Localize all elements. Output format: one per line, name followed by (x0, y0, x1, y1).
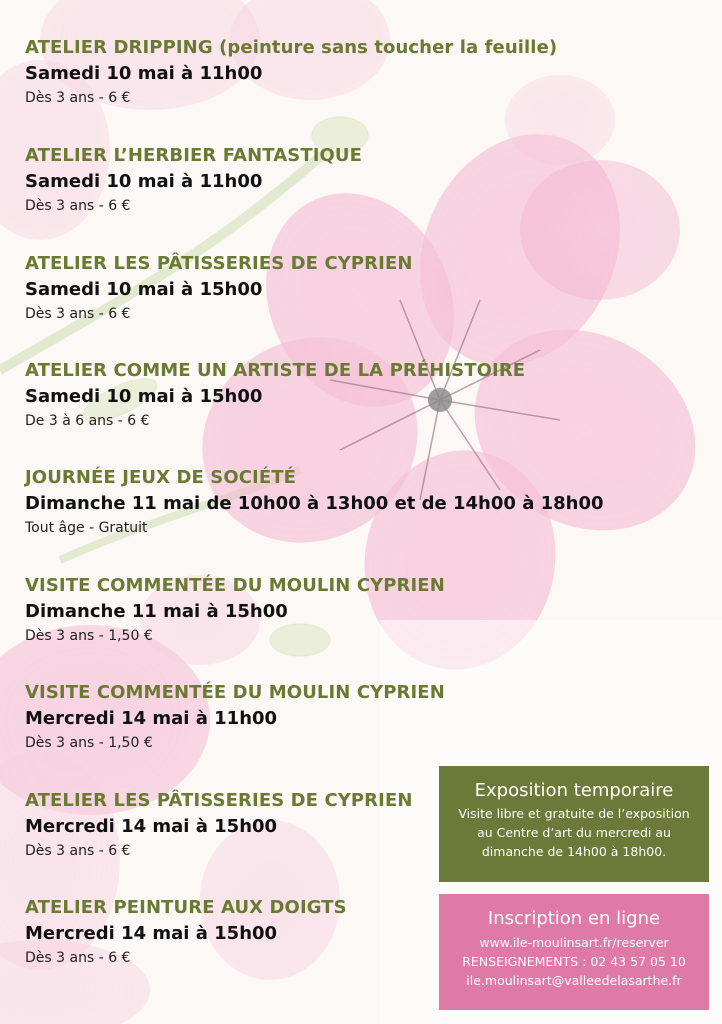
event-1 (25, 37, 557, 107)
event-5 (25, 467, 604, 537)
event-info: Dès 3 ans - 6 € (25, 843, 131, 859)
exposition-title: Exposition temporaire (474, 780, 674, 801)
exposition-line: au Centre d’art du mercredi au (477, 825, 671, 840)
inscription-phone: RENSEIGNEMENTS : 02 43 57 05 10 (462, 954, 686, 969)
event-date: Samedi 10 mai à 11h00 (25, 63, 263, 84)
event-2 (25, 145, 362, 215)
inscription-url-link[interactable]: www.ile-moulinsart.fr/reserver (479, 935, 669, 950)
event-4 (25, 360, 525, 430)
event-date: Samedi 10 mai à 11h00 (25, 171, 263, 192)
event-date: Mercredi 14 mai à 15h00 (25, 923, 278, 944)
event-info: Dès 3 ans - 6 € (25, 950, 131, 966)
event-date: Mercredi 14 mai à 15h00 (25, 816, 278, 837)
event-9 (25, 897, 347, 967)
event-info: Dès 3 ans - 6 € (25, 198, 131, 214)
event-date: Dimanche 11 mai de 10h00 à 13h00 et de 14h00 à 18h00 (25, 493, 604, 514)
event-title: ATELIER PEINTURE AUX DOIGTS (25, 897, 347, 918)
event-date: Samedi 10 mai à 15h00 (25, 279, 263, 300)
event-8 (25, 790, 413, 860)
event-date: Dimanche 11 mai à 15h00 (25, 601, 288, 622)
event-title: ATELIER LES PÂTISSERIES DE CYPRIEN (25, 790, 413, 811)
event-title: ATELIER DRIPPING (peinture sans toucher la feuille) (25, 37, 558, 58)
event-7 (25, 682, 445, 752)
exposition-line: dimanche de 14h00 à 18h00. (481, 844, 667, 859)
event-date: Mercredi 14 mai à 11h00 (25, 708, 278, 729)
event-info: Dès 3 ans - 1,50 € (25, 628, 153, 644)
inscription-box (439, 894, 709, 1010)
event-title: ATELIER L’HERBIER FANTASTIQUE (25, 145, 363, 166)
inscription-title: Inscription en ligne (487, 908, 661, 929)
event-info: Tout âge - Gratuit (25, 520, 148, 536)
event-date: Samedi 10 mai à 15h00 (25, 386, 263, 407)
event-info: Dès 3 ans - 6 € (25, 90, 131, 106)
event-info: De 3 à 6 ans - 6 € (25, 413, 150, 429)
exposition-line: Visite libre et gratuite de l’exposition (458, 806, 690, 821)
event-info: Dès 3 ans - 6 € (25, 306, 131, 322)
event-title: ATELIER LES PÂTISSERIES DE CYPRIEN (25, 253, 413, 274)
event-6 (25, 575, 445, 645)
event-3 (25, 253, 413, 323)
inscription-email-link[interactable]: ile.moulinsart@valleedelasarthe.fr (466, 973, 682, 988)
event-title: VISITE COMMENTÉE DU MOULIN CYPRIEN (25, 575, 445, 596)
event-title: ATELIER COMME UN ARTISTE DE LA PRÉHISTOIRE (25, 360, 526, 381)
event-title: VISITE COMMENTÉE DU MOULIN CYPRIEN (25, 682, 445, 703)
exposition-box (439, 766, 709, 882)
event-title: JOURNÉE JEUX DE SOCIÉTÉ (25, 467, 296, 488)
event-info: Dès 3 ans - 1,50 € (25, 735, 153, 751)
